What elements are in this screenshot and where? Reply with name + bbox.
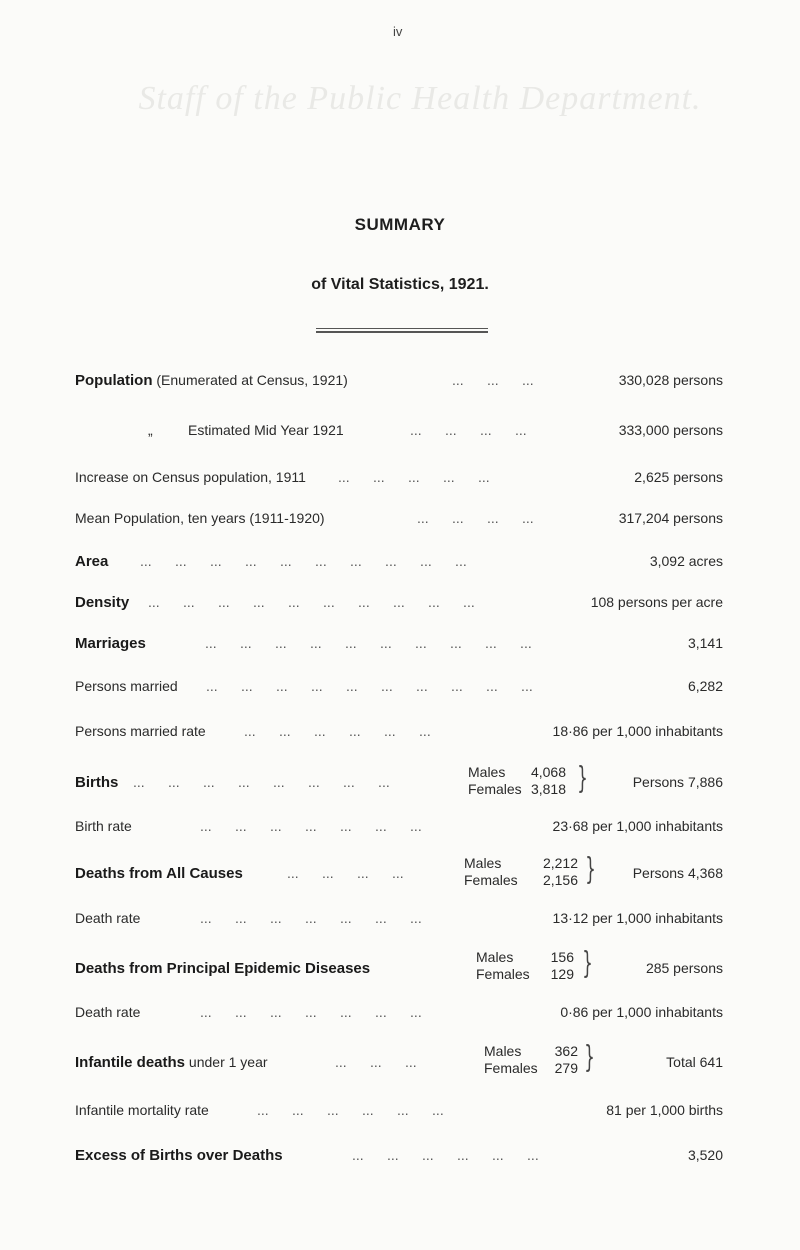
- row-birth-rate: [0, 818, 800, 844]
- births-breakdown: Males 4,068 Females 3,818: [468, 764, 566, 797]
- mean-label: Mean Population, ten years (1911-1920): [75, 510, 325, 526]
- leader-dots: ... ... ... ... ... ... ...: [200, 1004, 422, 1020]
- brace-icon: }: [582, 946, 593, 981]
- infantile-sublabel: under 1 year: [188, 1054, 268, 1070]
- deaths-all-males: 2,212: [542, 855, 578, 871]
- infantile-breakdown: Males 362 Females 279: [484, 1043, 578, 1076]
- leader-dots: ... ... ... ... ... ... ...: [200, 910, 422, 926]
- deaths-epidemic-label: Deaths from Principal Epidemic Diseases: [75, 960, 371, 977]
- infantile-label: Infantile deaths: [75, 1054, 186, 1071]
- row-increase: [0, 469, 800, 495]
- excess-value: 3,520: [687, 1147, 723, 1163]
- population-label: Population: [75, 372, 153, 389]
- death-rate-epidemic-value: 0·86 per 1,000 inhabitants: [560, 1004, 723, 1020]
- death-rate-epidemic-label: Death rate: [75, 1004, 141, 1020]
- population-sublabel: (Enumerated at Census, 1921): [156, 372, 348, 388]
- ditto-mark: „: [148, 422, 153, 438]
- leader-dots: ... ... ... ... ... ... ... ... ... ...: [205, 635, 532, 651]
- area-label: Area: [75, 553, 109, 570]
- infantile-males: 362: [554, 1043, 578, 1059]
- married-rate-value: 18·86 per 1,000 inhabitants: [552, 723, 723, 739]
- births-label: Births: [75, 774, 119, 791]
- increase-label: Increase on Census population, 1911: [75, 469, 306, 485]
- leader-dots: ... ... ... ... ... ... ... ...: [133, 774, 390, 790]
- brace-icon: }: [584, 1040, 595, 1075]
- title-divider: [316, 328, 488, 329]
- persons-married-label: Persons married: [75, 678, 178, 694]
- estimated-value: 333,000 persons: [618, 422, 723, 438]
- leader-dots: ... ... ...: [452, 372, 534, 388]
- row-density: [0, 594, 800, 620]
- page-subtitle: of Vital Statistics, 1921.: [311, 276, 489, 293]
- death-rate-value: 13·12 per 1,000 inhabitants: [552, 910, 723, 926]
- title-divider-thick: [316, 331, 488, 333]
- area-value: 3,092 acres: [649, 553, 723, 569]
- leader-dots: ... ... ... ... ... ... ...: [200, 818, 422, 834]
- birth-rate-label: Birth rate: [75, 818, 132, 834]
- leader-dots: ... ... ... ...: [417, 510, 534, 526]
- estimated-label: Estimated Mid Year 1921: [188, 422, 344, 438]
- mean-value: 317,204 persons: [618, 510, 723, 526]
- leader-dots: ... ... ... ... ...: [338, 469, 490, 485]
- population-value: 330,028 persons: [618, 372, 723, 388]
- leader-dots: ... ... ... ... ... ...: [244, 723, 431, 739]
- row-excess: [0, 1147, 800, 1173]
- deaths-all-females: 2,156: [542, 872, 578, 888]
- row-persons-married: [0, 678, 800, 704]
- marriages-label: Marriages: [75, 635, 146, 652]
- leader-dots: ... ... ... ... ... ... ... ... ... ...: [140, 553, 467, 569]
- bleed-through-heading: Staff of the Public Health Department.: [138, 80, 702, 117]
- row-marriages: [0, 635, 800, 661]
- marriages-value: 3,141: [687, 635, 723, 651]
- leader-dots: ... ... ... ... ... ...: [352, 1147, 539, 1163]
- infant-mortality-label: Infantile mortality rate: [75, 1102, 209, 1118]
- deaths-epidemic-males: 156: [550, 949, 574, 965]
- density-label: Density: [75, 594, 130, 611]
- row-death-rate: [0, 910, 800, 936]
- row-population: [0, 372, 800, 398]
- row-infant-mortality: [0, 1102, 800, 1128]
- birth-rate-value: 23·68 per 1,000 inhabitants: [552, 818, 723, 834]
- excess-label: Excess of Births over Deaths: [75, 1147, 283, 1164]
- brace-icon: }: [577, 761, 588, 796]
- row-death-rate-epidemic: [0, 1004, 800, 1030]
- death-rate-label: Death rate: [75, 910, 141, 926]
- leader-dots: ... ... ... ... ... ... ... ... ... ...: [206, 678, 533, 694]
- deaths-all-total: Persons 4,368: [632, 865, 723, 881]
- leader-dots: ... ... ... ... ... ...: [257, 1102, 444, 1118]
- density-value: 108 persons per acre: [590, 594, 723, 610]
- deaths-all-label: Deaths from All Causes: [75, 865, 243, 882]
- row-estimated: [0, 422, 800, 448]
- infantile-total: Total 641: [666, 1054, 723, 1070]
- births-males: 4,068: [530, 764, 566, 780]
- deaths-epidemic-breakdown: Males 156 Females 129: [476, 949, 574, 982]
- page-number: iv: [393, 24, 403, 39]
- page-title: SUMMARY: [354, 215, 446, 234]
- increase-value: 2,625 persons: [634, 469, 723, 485]
- births-females: 3,818: [530, 781, 566, 797]
- married-rate-label: Persons married rate: [75, 723, 206, 739]
- deaths-epidemic-total: 285 persons: [645, 960, 723, 976]
- leader-dots: ... ... ...: [335, 1054, 417, 1070]
- row-area: [0, 553, 800, 579]
- brace-icon: }: [585, 852, 596, 887]
- row-mean-population: [0, 510, 800, 536]
- persons-married-value: 6,282: [687, 678, 723, 694]
- deaths-all-breakdown: Males 2,212 Females 2,156: [464, 855, 578, 888]
- births-total: Persons 7,886: [632, 774, 723, 790]
- infant-mortality-value: 81 per 1,000 births: [606, 1102, 723, 1118]
- leader-dots: ... ... ... ...: [287, 865, 404, 881]
- leader-dots: ... ... ... ... ... ... ... ... ... ...: [148, 594, 475, 610]
- leader-dots: ... ... ... ...: [410, 422, 527, 438]
- row-married-rate: [0, 723, 800, 749]
- infantile-females: 279: [554, 1060, 578, 1076]
- deaths-epidemic-females: 129: [550, 966, 574, 982]
